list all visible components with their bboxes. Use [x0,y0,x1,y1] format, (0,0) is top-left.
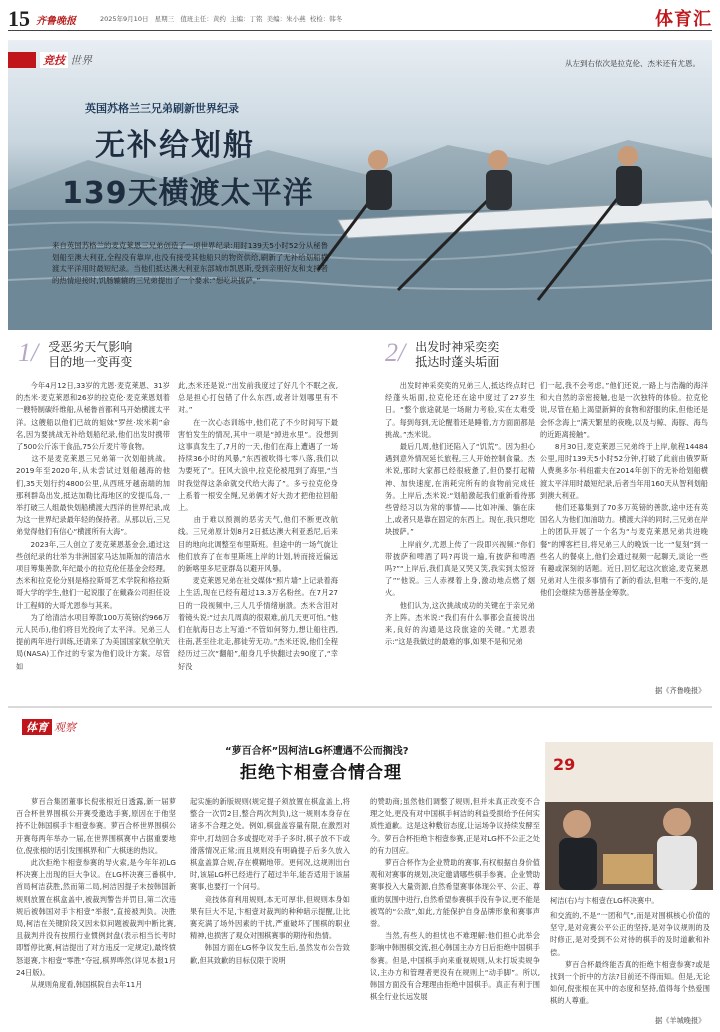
header-date: 2025年9月10日 [100,15,149,23]
observe-kicker-sub: 观察 [54,721,76,734]
feature-lead: 来自英国苏格兰的麦克莱恩三兄弟创造了一项世界纪录:用时139天5小时52分从秘鲁划船至澳大利亚,全程没有靠岸,也没有接受其他船只的物资供给,刷新了无补给划船横渡太平洋用时最短纪录。当他们抵达澳大利亚东部城市凯恩斯,受到亲朋好友和支持者的热情迎接时,饥肠辘辘的三兄弟提出了一个要求:“想吃块披萨。” [52,241,328,285]
section-divider [8,706,712,708]
feature-title-line2: 139天横渡太平洋 [62,176,314,211]
page-number: 15 [8,6,30,31]
photo-caption: 从左到右依次是拉克伦、杰米还有尤恩。 [565,59,700,68]
observe-column-2: 起实施的新版规则(规定提子须放置在棋盒盖上,将整合一次罚2目,整合两次判负),这一规则本身存在诸多不合理之处。例如,棋盘盖容量有限,在激烈对弈中,打劫回合多或提吃对手子多时,棋子放不下或滑落情况正常;而且规则没有明确提子后多久放入棋盒盖算合规,存在模糊地带。更何况,这规则出台时,该届LG杯已经进行了超过半年,能否适用于该届赛事,也要打一个问号。 竞技体育利用规则,本无可厚非,但规则本身如果有巨大不足,卞相壹对裁判的种种暗示提醒,让比赛充满了场外因素的干扰,严重破坏了围棋的职业精神,也损害了观众对围棋赛事的期待和热情。 韩国方面在LG杯争议发生后,虽然发布公告致歉,但其致歉的目标仅限于说明 [190,797,350,965]
feature-subtitle: 英国苏格兰三兄弟刷新世界纪录 [85,102,239,115]
observe-column-4: 和交流的,不是“一团和气”,而是对围棋核心价值的坚守,是对竞赛公平公正的坚持,是对争议规则的及时修正,是对受到不公对待的棋手的及时道歉和补偿。 萝百合杯最终能否真的拒绝卞相壹参赛?或是找到一个折中的方法?目前还不得而知。但是,无论如何,倪张根在其中的态度和坚持,值得每个热爱围棋的人尊重。 [550,911,710,1006]
observe-kicker [22,718,172,736]
header-editor: 值班主任：黄约 [180,15,226,23]
observe-column-3: 的赞助商;虽然他们调整了规则,但并未真正改变不合理之处,更没有对中国棋手柯洁的利益受损给予任何实质性道歉。这是这种敷衍态度,让运场争议持续发酵至今。萝百合杯拒绝卞相壹参赛,正是对LG杯不公正之处的有力回应。 萝百合杯作为企业赞助的赛事,有权根据自身价值观和对赛事的规划,决定邀请哪些棋手参赛。企业赞助赛事投入大量资源,自然希望赛事体现公平、公正、尊重的氛围中进行,自然希望参赛棋手没有争议,更不能是被骂的“公敌”,如此,方能保护自身品牌形象和赛事声誉。 当然,有些人的担忧也不难理解:他们担心此举会影响中韩围棋交流,担心韩国主办方日后拒绝中国棋手参赛。但是,中国棋手向来重视规则,从未打坂卖规争议,主办方和管理者更没有在规则上“动手脚”。所以,韩国方面没有合理理由拒绝中国棋手。真正有利于围棋全行业长远发展 [370,797,540,1002]
observe-subtitle: “萝百合杯”因柯洁LG杯遭遇不公而搁浅? [225,746,409,757]
section-head-2 [385,340,499,370]
kicker-bar [8,52,36,68]
section-2-line1: 出发时神采奕奕 [415,340,500,354]
feature-column-2: 此,杰米还是说:“出发前我度过了好几个不眠之夜,总是担心打包错了什么东西,或者计划哪里有不对。” 在一次心态训练中,他们花了不少时间写下最害怕发生的情况,其中一项是“掉进水里”。没想到这事真发生了,7月的一天,他们在海上遭遇了一场持续36小时的风暴,“东西被吹得七零八落,我们以为要死了”。狂风大浪中,拉克伦被甩到了海里,“当时我觉得这条命就交代给大海了”。多亏拉克伦身上系着一根安全绳,兄弟俩才好大劲才把他拉回船上。 由于难以预测的恶劣天气,他们不断更改航线。三兄弟原计划8月2日抵达澳大利亚悉尼,后来目的地向北调整至布里斯班。但途中的一场气旋让他们放弃了在布里斯班上岸的计划,转而接近偏远的新喀里多尼亚群岛以避开风暴。 麦克莱恩兄弟在社交媒体“照片墙”上记录着海上生活,现在已经有超过13.3万名粉丝。在7月27日的一段视频中,三人几乎情绪崩溃。杰米含泪对着镜头说:“过去几周真的很艰难,前几天更可怕。”他们在航海日志上写道:“不管如何努力,想让船往西,往南,甚至往北走,都徒劳无功。”杰米还说,他们全程经历过三次“翻船”,船身几乎快翻过去90度了,“幸好没 [178,381,338,671]
feature-credit: 据《齐鲁晚报》 [655,686,706,695]
feature-column-1: 今年4月12日,33岁的尤恩·麦克莱恩、31岁的杰米·麦克莱恩和26岁的拉克伦·麦克莱恩划着一艘特制碳纤维船,从秘鲁首都利马开始横渡太平洋。这艘船以他们已故的姐妹“罗丝·埃米莉”命名,因为要挑战无补给划船纪录,他们出发时携带了500公斤冻干食品,75公斤麦片等食物。 这不是麦克莱恩三兄弟第一次划船挑战。2019年至2020年,从未尝试过划船越海的他们,35天划行约4800公里,从西班牙越南端的加那利群岛出发,抵达加勒比海地区的安提瓜岛,一举打破三人组最快划船横渡大西洋的世界纪录,成为这一世界纪录最年轻的保持者。从那以后,三兄弟觉得他们有信心“横渡所有大海”。 2023年,三人创立了麦克莱恩基金会,通过这些创纪录的壮举为非洲国家马达加斯加的清洁水项目筹集善款,年纪最小的拉克伦任基金会经理。杰米和拉克伦分别是格拉斯哥艺术学院和格拉斯哥大学的学生,他们一起说服了在戴森公司担任设计工程师的大哥尤恩参与其来。 为了给清洁水项目筹款100万英镑(约966万元人民币),他们将目光投向了太平洋。兄弟三人提前两年进行训练,还请来了为美国国家航空航天局(NASA)工作过的专家为他们设计方案。尽管如 [16,381,170,671]
kicker-sub: 世界 [70,54,92,67]
feature-column-4: 们一起,我不会考虑。”他们还说,一路上与浩瀚的海洋和大自然的亲密接触,也是一次独特的体验。拉克伦说,尽管在船上渴望新鲜的食物和舒服的床,但他还是会怀念海上“满天繁星的夜晚,以及与鲸、海豚、海鸟的近距离接触”。 8月30日,麦克莱恩三兄弟终于上岸,航程14484公里,用时139天5小时52分钟,打破了此前由俄罗斯人费奥多尔·科纽霍夫在2014年创下的无补给划船横渡太平洋用时最短纪录,后者当年用160天从智利划船到澳大利亚。 他们还募集到了70多万英镑的善款,途中还有英国名人为他们加油助力。横渡大洋的同时,三兄弟在岸上的团队开展了一个名为“与麦克莱恩兄弟共进晚餐”的博客栏目,将兄弟三人的晚饭一比一“复刻”到一些名人的餐桌上,他们会通过视频一起聊天,谈论一些有趣或深刻的话题。近日,回忆起这次旅途,麦克莱恩兄弟对人生很多事情有了新的看法,但唯一不变的,是他们会继续为慈善基金筹款。 [540,381,708,598]
section-head-1 [18,340,132,370]
feature-title-line1: 无补给划船 [95,128,255,163]
feature-kicker [8,50,228,70]
header-info [100,14,342,23]
section-1-line2: 目的地一变再变 [48,355,133,369]
section-tag [602,6,712,30]
section-number-1: 1/ [18,338,39,367]
go-match-illustration [545,742,713,890]
svg-text:29: 29 [553,755,576,774]
header-designer: 美编：朱小燕 [266,15,306,23]
observe-credit: 据《羊城晚报》 [655,1016,706,1025]
kicker-main: 竞技 [40,52,68,68]
observe-photo-caption: 柯洁(右)与卞相壹在LG杯决赛中。 [550,896,659,905]
header-chief: 主编：丁铭 [230,15,263,23]
observe-kicker-main: 体育 [22,719,52,735]
observe-column-1: 萝百合集团董事长倪张根近日透露,新一届萝百合杯世界围棋公开赛受邀选手赛,原因在于他坚持不让韩国棋手卞相壹参赛。萝百合杯世界围棋公开赛每两年举办一届,在世界围棋赛中占据重要地位,倪张根的话引发围棋界和广大棋迷的热议。 此次拒绝卞相壹参赛的导火索,是今年年初LG杯决赛上出现的巨大争议。在LG杯决赛三番棋中,首局柯洁获胜,然而第二局,柯洁因提子未按韩国新规则放置在棋盒盖中,被裁判警告并罚目,第二次违规后被韩国对手卞相壹“举报”,直接被判负。决胜局,柯洁在关键阶段又因未似问题被裁判中断比赛,且裁判并没有按照行业惯例封盘(表示相当长考时即暂停比赛,柯洁提出了对方违反一定规定),最终愤怒退赛,卞相壹“零胜”夺冠,棋界哗然(详见本报1月24日版)。 从规则角度看,韩国棋院自去年11月 [16,797,176,990]
header-weekday: 星期三 [154,15,175,23]
page-header [8,6,712,31]
section-1-line1: 受恶劣天气影响 [48,340,133,354]
section-2-line2: 抵达时蓬头垢面 [415,355,500,369]
section-number-2: 2/ [385,338,406,367]
feature-column-3: 出发时神采奕奕的兄弟三人,抵达终点时已经蓬头垢面,拉克伦还在途中度过了27岁生日。“整个旅途就是一场耐力考验,实在太难受了。每到每到,无论醒着还是睡着,方方面面都是挑战。”杰米说。 最后几周,他们还陷入了“饥荒”。因为担心遇到意外情况延长旅程,三人开始控制食量。杰米说,那时大家都已经很疲惫了,但仍要打起精神、加快速度,在消耗完所有的食物前完成任务。上岸后,杰米说:“划船激起我们重新看待那些曾经习以为常的事情——比如冲澡、躺在床上,或者只是靠在固定的东西上。现在,我只想吃块披萨。” 上岸前夕,尤恩上传了一段即兴视频:“你们带披萨和啤酒了吗?再说一遍,有披萨和啤酒吗?”“上岸后,我们真是又哭又笑,我实到太惊讶了”“他说。三人赤裸着上身,激动地点燃了烟火。 他们认为,这次挑战成功的关键在于亲兄弟齐上阵。杰米说:“我们有什么事都会直接说出来,良好的沟通是这段旅途的关键。”尤恩表示:“这是我做过的最难的事,如果不是和兄弟 [385,381,535,647]
header-proofreader: 校检：韩冬 [309,15,343,23]
go-match-photo [545,742,713,890]
newspaper-logo: 齐鲁晚报 [36,16,76,27]
observe-title: 拒绝卞相壹合情合理 [240,763,402,783]
section-name: 体育汇 [655,9,712,30]
